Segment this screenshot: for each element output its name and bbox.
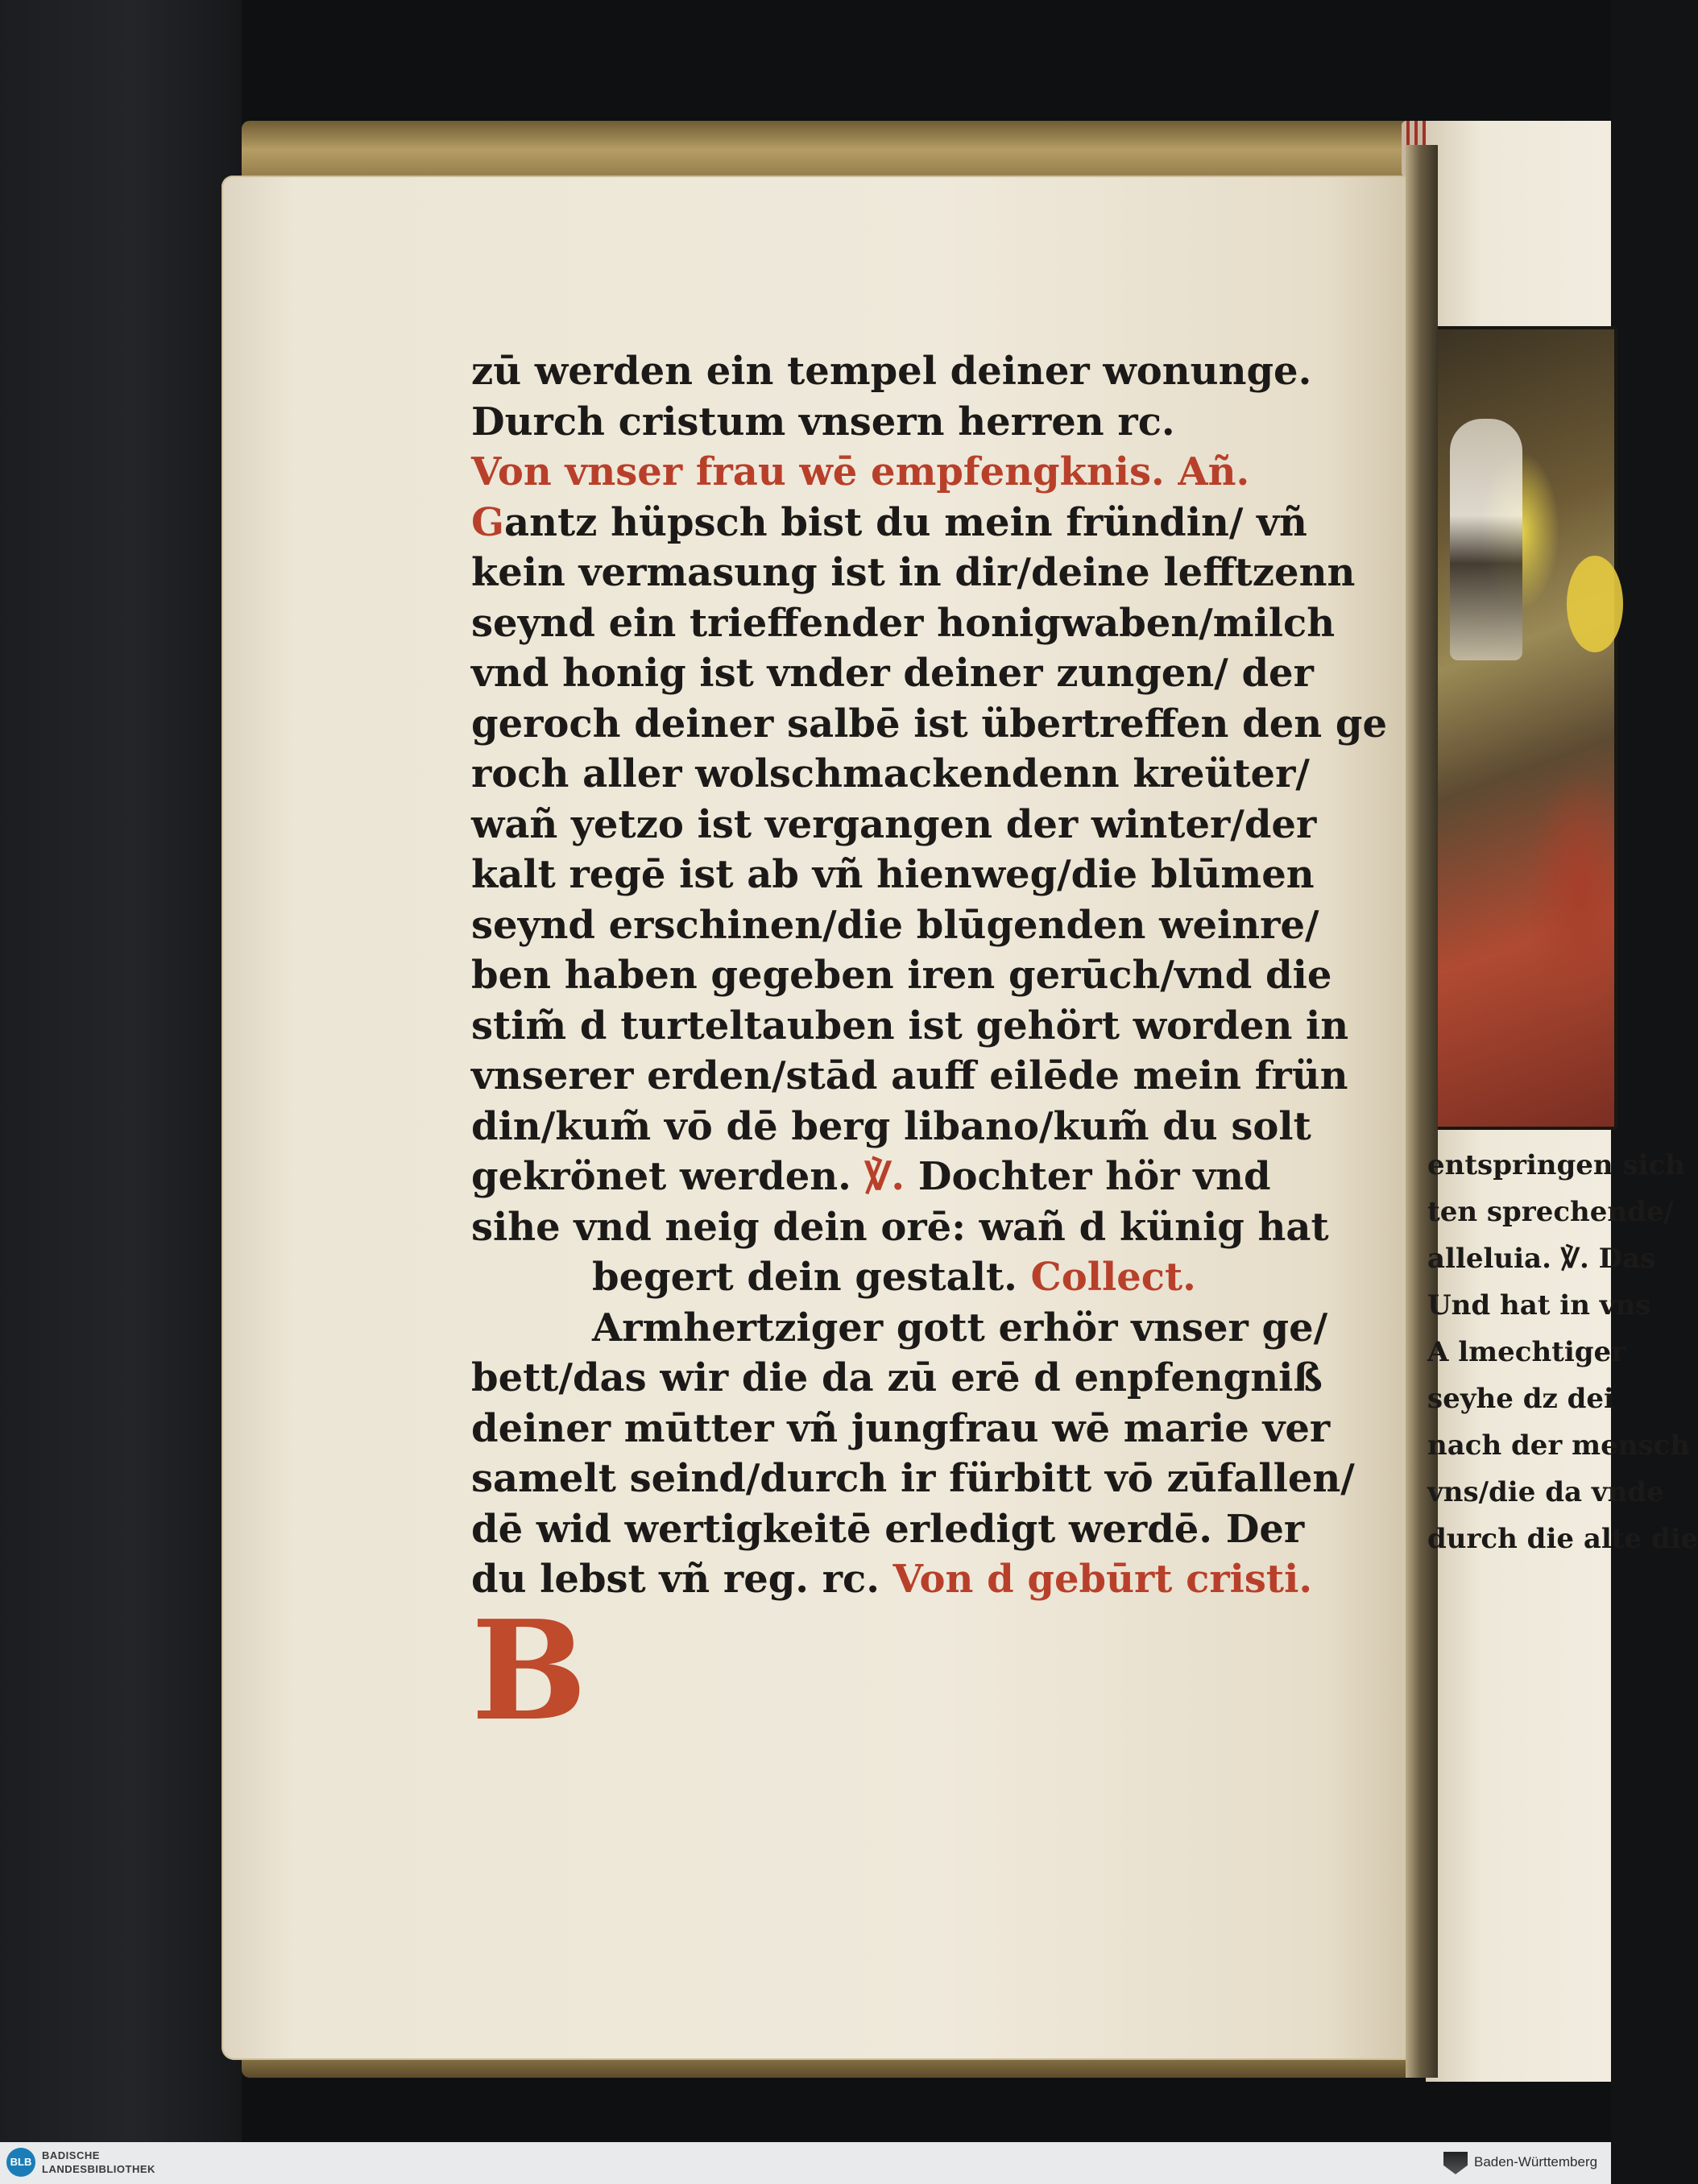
body-text: samelt seind/durch ir fürbitt vō zūfallen/ [471, 1456, 1355, 1501]
text-line [471, 1303, 1341, 1354]
text-line [471, 1554, 1341, 1605]
right-text-line: ten sprechende/ [1427, 1196, 1674, 1228]
right-text-line: vns/die da vnde [1427, 1476, 1664, 1508]
right-text-line: seyhe dz dei [1427, 1383, 1614, 1415]
rubric-text: Von vnser frau wē empfengknis. Añ. [471, 449, 1250, 494]
body-text: ben haben gegeben iren gerūch/vnd die [471, 953, 1332, 998]
rubric-text: G [471, 499, 504, 545]
body-text: bett/das wir die da zū erē d enpfengniß [471, 1355, 1323, 1400]
text-line [471, 1001, 1349, 1052]
state-coat-of-arms-icon [1443, 2152, 1468, 2174]
text-line [471, 1102, 1341, 1152]
library-name-line-1: BADISCHE [42, 2149, 100, 2161]
body-text: antz hüpsch bist du mein fründin/ vñ [504, 499, 1307, 545]
body-text: dē wid wertigkeitē erledigt werdē. Der [471, 1506, 1305, 1552]
text-line [471, 598, 1341, 649]
right-text-line: durch die alte die [1427, 1523, 1698, 1555]
text-line [471, 1404, 1341, 1454]
text-line [471, 900, 1341, 951]
footer-banner [0, 2142, 1611, 2184]
body-text: roch aller wolschmackendenn kreüter/ [471, 751, 1310, 796]
text-line [471, 1454, 1355, 1504]
text-line [471, 498, 1341, 548]
text-line [471, 1152, 1341, 1202]
text-line [471, 548, 1356, 598]
body-text: gekrönet werden. [471, 1154, 865, 1199]
text-line [471, 1051, 1348, 1102]
body-text: din/kum̃ vō dē berg libano/kum̃ du solt [471, 1103, 1311, 1149]
body-text: du lebst vñ reg. rc. [471, 1557, 893, 1602]
text-line [471, 800, 1341, 850]
body-text: Durch cristum vnsern herren rc. [471, 399, 1175, 445]
text-line [471, 648, 1341, 699]
right-text-line: Und hat in vns [1427, 1289, 1651, 1322]
body-text: seynd ein trieffender honigwaben/milch [471, 600, 1336, 646]
text-line [471, 1504, 1341, 1555]
backdrop-cloth [0, 0, 242, 2142]
text-line [471, 699, 1387, 750]
right-text-line: nach der mensch [1427, 1429, 1691, 1462]
body-text: stim̃ d turteltauben ist gehört worden in [471, 1003, 1349, 1049]
gutter-shadow [1406, 145, 1438, 2078]
body-text: wañ yetzo ist vergangen der winter/der [471, 801, 1317, 847]
body-text: zū werden ein tempel deiner wonunge. [471, 349, 1312, 394]
text-line [471, 1202, 1341, 1253]
body-text: kalt regē ist ab vñ hienweg/die blūmen [471, 852, 1315, 897]
library-name[interactable] [42, 2149, 155, 2176]
text-line [471, 1252, 1341, 1303]
rubric-text: Von d gebūrt cristi. [892, 1557, 1313, 1602]
body-text: vnd honig ist vnder deiner zungen/ der [471, 651, 1314, 696]
blb-logo-icon[interactable]: BLB [6, 2148, 35, 2177]
text-line [471, 749, 1341, 800]
text-line [471, 346, 1341, 397]
body-text: Armhertziger gott erhör vnser ge/ [592, 1305, 1328, 1351]
body-text: kein vermasung ist in dir/deine lefftzenn [471, 550, 1356, 595]
woodcut-halo [1567, 556, 1623, 652]
text-line [471, 950, 1341, 1001]
body-text: vnserer erden/stād auff eilēde mein frün [471, 1053, 1348, 1098]
text-line [471, 447, 1341, 498]
rubric-text: Collect. [1030, 1255, 1196, 1300]
library-name-line-2: LANDESBIBLIOTHEK [42, 2163, 155, 2175]
body-text: Dochter hör vnd [905, 1154, 1271, 1199]
text-line [471, 1353, 1341, 1404]
right-text-line: A lmechtiger [1427, 1336, 1626, 1368]
state-name[interactable]: Baden-Württemberg [1474, 2154, 1598, 2170]
body-text: begert dein gestalt. [592, 1255, 1031, 1300]
right-text-line: alleluia. ℣. Das [1427, 1243, 1656, 1275]
right-text-line: entspringen sich [1427, 1149, 1685, 1181]
body-text: seynd erschinen/die blūgenden weinre/ [471, 902, 1319, 948]
woodcut-figure [1450, 419, 1522, 660]
right-page-text [1427, 1142, 1698, 1562]
rubric-text: ℣. [864, 1154, 905, 1199]
body-text: geroch deiner salbē ist übertreffen den ge [471, 701, 1387, 747]
text-line [471, 397, 1341, 448]
left-page-text [471, 346, 1387, 1752]
text-line [471, 850, 1341, 900]
body-text: deiner mūtter vñ jungfrau wē marie ver [471, 1405, 1331, 1451]
initial-letter: B [471, 1590, 587, 1752]
body-text: sihe vnd neig dein orē: wañ d künig hat [471, 1204, 1329, 1250]
